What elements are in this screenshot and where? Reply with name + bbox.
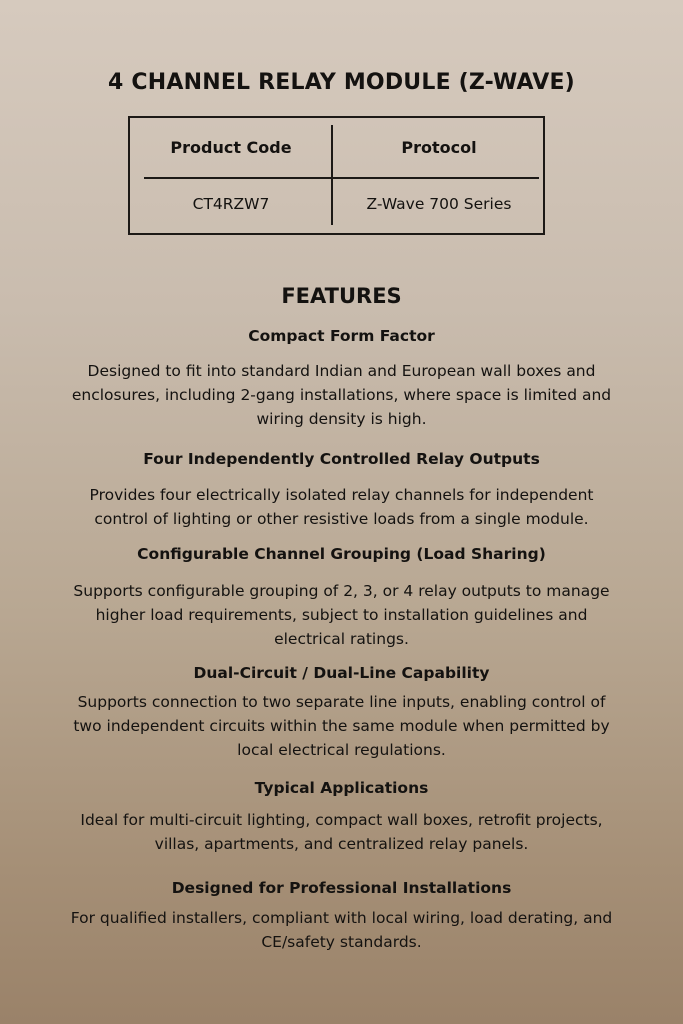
features-heading: FEATURES (281, 284, 402, 308)
table-header-product-code: Product Code (170, 138, 292, 157)
feature-title-relay-outputs: Four Independently Controlled Relay Outputs (143, 450, 540, 468)
table-cell-product-code: CT4RZW7 (192, 195, 270, 213)
table-divider-horizontal (144, 177, 539, 179)
table-header-protocol: Protocol (401, 138, 477, 157)
feature-description-professional-installations: For qualified installers, compliant with local wiring, load derating, and CE/safety standards. (70, 909, 613, 951)
feature-description-dual-circuit: Supports connection to two separate line inputs, enabling control of two independent circuits within the same module when permitted by local electrical regulations. (73, 693, 610, 759)
feature-description-relay-outputs: Provides four electrically isolated relay channels for independent control of lighting or other resistive loads from a single module. (89, 486, 594, 528)
feature-title-typical-applications: Typical Applications (254, 779, 429, 797)
spec-table (128, 116, 545, 235)
feature-title-compact-form-factor: Compact Form Factor (248, 327, 435, 345)
table-cell-protocol: Z-Wave 700 Series (366, 195, 512, 213)
feature-description-typical-applications: Ideal for multi-circuit lighting, compact wall boxes, retrofit projects, villas, apartments, and centralized relay panels. (80, 811, 603, 853)
page-title: 4 CHANNEL RELAY MODULE (Z-WAVE) (108, 70, 575, 95)
feature-description-channel-grouping: Supports configurable grouping of 2, 3, or 4 relay outputs to manage higher load requirements, subject to installation guidelines and electrical ratings. (73, 582, 610, 648)
feature-title-dual-circuit: Dual-Circuit / Dual-Line Capability (193, 664, 490, 682)
feature-description-compact-form-factor: Designed to fit into standard Indian and European wall boxes and enclosures, including 2-gang installations, where space is limited and wiring density is high. (71, 362, 612, 428)
feature-title-professional-installations: Designed for Professional Installations (171, 879, 512, 897)
feature-title-channel-grouping: Configurable Channel Grouping (Load Sharing) (137, 545, 546, 563)
